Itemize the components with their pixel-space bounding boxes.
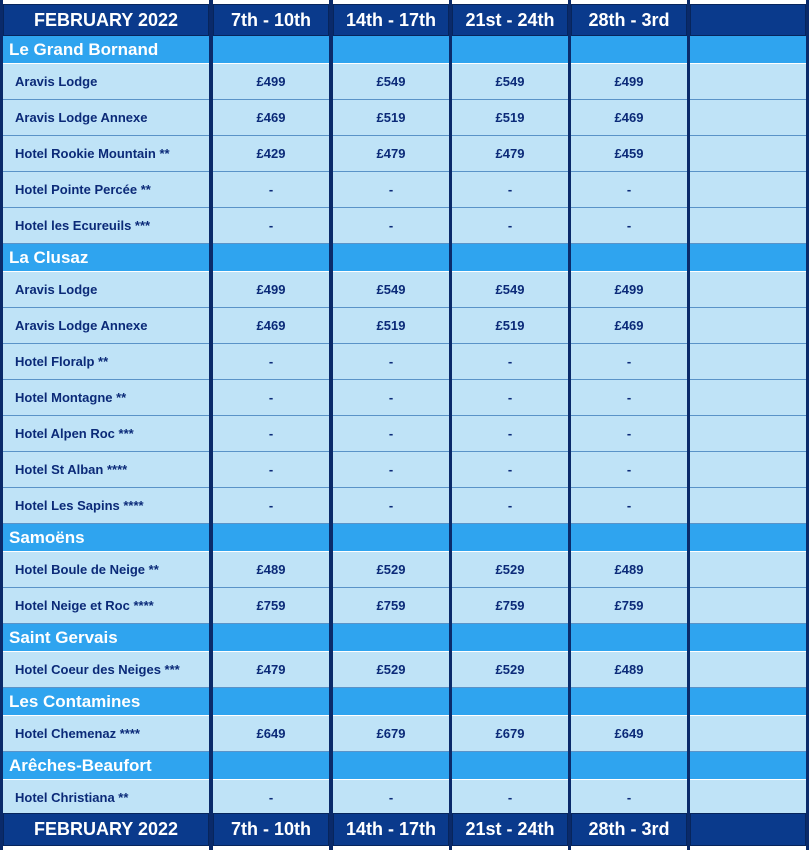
price-cell-extra xyxy=(690,588,806,624)
hotel-name: Hotel les Ecureuils *** xyxy=(3,208,209,244)
price-cell-extra xyxy=(690,652,806,688)
price-cell-week-4: £489 xyxy=(571,652,687,688)
price-cell-week-4: £459 xyxy=(571,136,687,172)
price-cell-week-1: £469 xyxy=(213,100,329,136)
section-band xyxy=(571,688,687,716)
price-cell-week-1: - xyxy=(213,416,329,452)
price-cell-week-2: - xyxy=(333,208,449,244)
price-cell-week-4: £649 xyxy=(571,716,687,752)
price-cell-week-4: - xyxy=(571,452,687,488)
price-cell-week-4: - xyxy=(571,344,687,380)
section-band xyxy=(452,244,568,272)
section-band xyxy=(690,524,806,552)
price-cell-week-1: £499 xyxy=(213,64,329,100)
section-band xyxy=(333,752,449,780)
price-cell-extra xyxy=(690,552,806,588)
section-band xyxy=(690,36,806,64)
price-cell-extra xyxy=(690,716,806,752)
price-cell-week-1: - xyxy=(213,344,329,380)
price-cell-week-4: - xyxy=(571,172,687,208)
price-cell-week-2: £679 xyxy=(333,716,449,752)
hotel-name: Hotel Christiana ** xyxy=(3,780,209,816)
price-cell-week-4: - xyxy=(571,208,687,244)
header-week-2: 14th - 17th xyxy=(333,4,449,36)
hotel-name: Hotel Boule de Neige ** xyxy=(3,552,209,588)
hotel-name: Hotel St Alban **** xyxy=(3,452,209,488)
price-cell-week-2: - xyxy=(333,416,449,452)
price-cell-week-3: - xyxy=(452,172,568,208)
price-cell-week-2: - xyxy=(333,780,449,816)
section-band xyxy=(452,36,568,64)
price-cell-week-4: £499 xyxy=(571,272,687,308)
footer-week-4: 28th - 3rd xyxy=(571,813,687,846)
price-cell-week-3: £679 xyxy=(452,716,568,752)
price-cell-week-4: - xyxy=(571,416,687,452)
price-cell-week-2: £549 xyxy=(333,272,449,308)
price-cell-week-3: £519 xyxy=(452,308,568,344)
section-band xyxy=(571,624,687,652)
price-cell-week-1: - xyxy=(213,172,329,208)
price-cell-extra xyxy=(690,308,806,344)
hotel-name: Aravis Lodge xyxy=(3,64,209,100)
section-band xyxy=(571,752,687,780)
price-cell-week-1: - xyxy=(213,780,329,816)
hotel-name: Aravis Lodge xyxy=(3,272,209,308)
price-cell-week-3: - xyxy=(452,208,568,244)
section-band xyxy=(452,624,568,652)
price-cell-week-1: £759 xyxy=(213,588,329,624)
price-cell-week-3: - xyxy=(452,380,568,416)
hotel-name: Aravis Lodge Annexe xyxy=(3,308,209,344)
section-band xyxy=(333,524,449,552)
price-cell-week-3: £519 xyxy=(452,100,568,136)
hotel-name: Hotel Montagne ** xyxy=(3,380,209,416)
price-cell-week-1: £499 xyxy=(213,272,329,308)
price-cell-week-3: - xyxy=(452,488,568,524)
price-cell-extra xyxy=(690,172,806,208)
section-band xyxy=(571,244,687,272)
price-cell-week-4: £759 xyxy=(571,588,687,624)
hotel-name: Aravis Lodge Annexe xyxy=(3,100,209,136)
price-cell-week-2: - xyxy=(333,380,449,416)
section-band xyxy=(213,752,329,780)
section-band xyxy=(452,752,568,780)
price-cell-week-2: - xyxy=(333,488,449,524)
price-cell-week-2: - xyxy=(333,452,449,488)
price-cell-extra xyxy=(690,452,806,488)
price-cell-week-3: £759 xyxy=(452,588,568,624)
price-cell-week-3: - xyxy=(452,780,568,816)
price-cell-week-1: - xyxy=(213,452,329,488)
price-cell-week-4: - xyxy=(571,380,687,416)
price-cell-week-2: £529 xyxy=(333,552,449,588)
section-band xyxy=(213,624,329,652)
price-cell-week-4: - xyxy=(571,488,687,524)
section-band xyxy=(690,688,806,716)
section-band xyxy=(452,524,568,552)
price-cell-week-4: £499 xyxy=(571,64,687,100)
price-cell-extra xyxy=(690,64,806,100)
price-cell-week-3: £549 xyxy=(452,272,568,308)
section-band xyxy=(690,624,806,652)
price-cell-extra xyxy=(690,272,806,308)
price-cell-week-3: - xyxy=(452,344,568,380)
section-band xyxy=(213,36,329,64)
header-extra xyxy=(690,4,806,36)
hotel-name: Hotel Pointe Percée ** xyxy=(3,172,209,208)
price-cell-week-2: £519 xyxy=(333,308,449,344)
section-band xyxy=(333,244,449,272)
price-cell-week-4: £489 xyxy=(571,552,687,588)
section-title: Arêches-Beaufort xyxy=(3,752,209,780)
price-cell-week-2: £519 xyxy=(333,100,449,136)
header-week-4: 28th - 3rd xyxy=(571,4,687,36)
price-cell-week-2: £479 xyxy=(333,136,449,172)
price-cell-week-1: £429 xyxy=(213,136,329,172)
price-cell-extra xyxy=(690,380,806,416)
price-cell-week-3: £529 xyxy=(452,652,568,688)
price-cell-week-2: - xyxy=(333,172,449,208)
hotel-name: Hotel Les Sapins **** xyxy=(3,488,209,524)
section-band xyxy=(690,752,806,780)
price-cell-week-1: £489 xyxy=(213,552,329,588)
price-cell-week-4: £469 xyxy=(571,308,687,344)
price-cell-week-2: £549 xyxy=(333,64,449,100)
section-title: Les Contamines xyxy=(3,688,209,716)
price-cell-week-2: £529 xyxy=(333,652,449,688)
price-cell-week-4: - xyxy=(571,780,687,816)
price-cell-week-2: - xyxy=(333,344,449,380)
price-cell-week-1: - xyxy=(213,208,329,244)
section-band xyxy=(690,244,806,272)
section-band xyxy=(333,36,449,64)
section-title: Le Grand Bornand xyxy=(3,36,209,64)
header-week-1: 7th - 10th xyxy=(213,4,329,36)
price-cell-week-3: - xyxy=(452,452,568,488)
header-week-3: 21st - 24th xyxy=(452,4,568,36)
footer-week-2: 14th - 17th xyxy=(333,813,449,846)
section-title: Saint Gervais xyxy=(3,624,209,652)
price-cell-extra xyxy=(690,488,806,524)
price-cell-week-1: - xyxy=(213,380,329,416)
hotel-name: Hotel Coeur des Neiges *** xyxy=(3,652,209,688)
price-cell-week-1: £479 xyxy=(213,652,329,688)
section-band xyxy=(333,624,449,652)
hotel-name: Hotel Neige et Roc **** xyxy=(3,588,209,624)
footer-week-3: 21st - 24th xyxy=(452,813,568,846)
price-cell-week-2: £759 xyxy=(333,588,449,624)
section-title: Samoëns xyxy=(3,524,209,552)
section-band xyxy=(213,244,329,272)
section-title: La Clusaz xyxy=(3,244,209,272)
section-band xyxy=(571,36,687,64)
section-band xyxy=(213,688,329,716)
price-cell-extra xyxy=(690,136,806,172)
price-cell-extra xyxy=(690,780,806,816)
price-cell-week-3: £479 xyxy=(452,136,568,172)
hotel-name: Hotel Chemenaz **** xyxy=(3,716,209,752)
price-cell-week-1: £469 xyxy=(213,308,329,344)
footer-extra xyxy=(690,813,806,846)
section-band xyxy=(333,688,449,716)
hotel-name: Hotel Alpen Roc *** xyxy=(3,416,209,452)
footer-week-1: 7th - 10th xyxy=(213,813,329,846)
price-cell-extra xyxy=(690,416,806,452)
section-band xyxy=(571,524,687,552)
footer-hotel-name: FEBRUARY 2022 xyxy=(3,813,209,846)
price-cell-week-3: £529 xyxy=(452,552,568,588)
price-cell-week-4: £469 xyxy=(571,100,687,136)
price-cell-extra xyxy=(690,100,806,136)
hotel-name: Hotel Rookie Mountain ** xyxy=(3,136,209,172)
section-band xyxy=(213,524,329,552)
header-hotel-name: FEBRUARY 2022 xyxy=(3,4,209,36)
price-cell-extra xyxy=(690,344,806,380)
price-cell-week-1: £649 xyxy=(213,716,329,752)
hotel-name: Hotel Floralp ** xyxy=(3,344,209,380)
price-cell-week-1: - xyxy=(213,488,329,524)
price-cell-week-3: - xyxy=(452,416,568,452)
price-cell-week-3: £549 xyxy=(452,64,568,100)
price-cell-extra xyxy=(690,208,806,244)
section-band xyxy=(452,688,568,716)
